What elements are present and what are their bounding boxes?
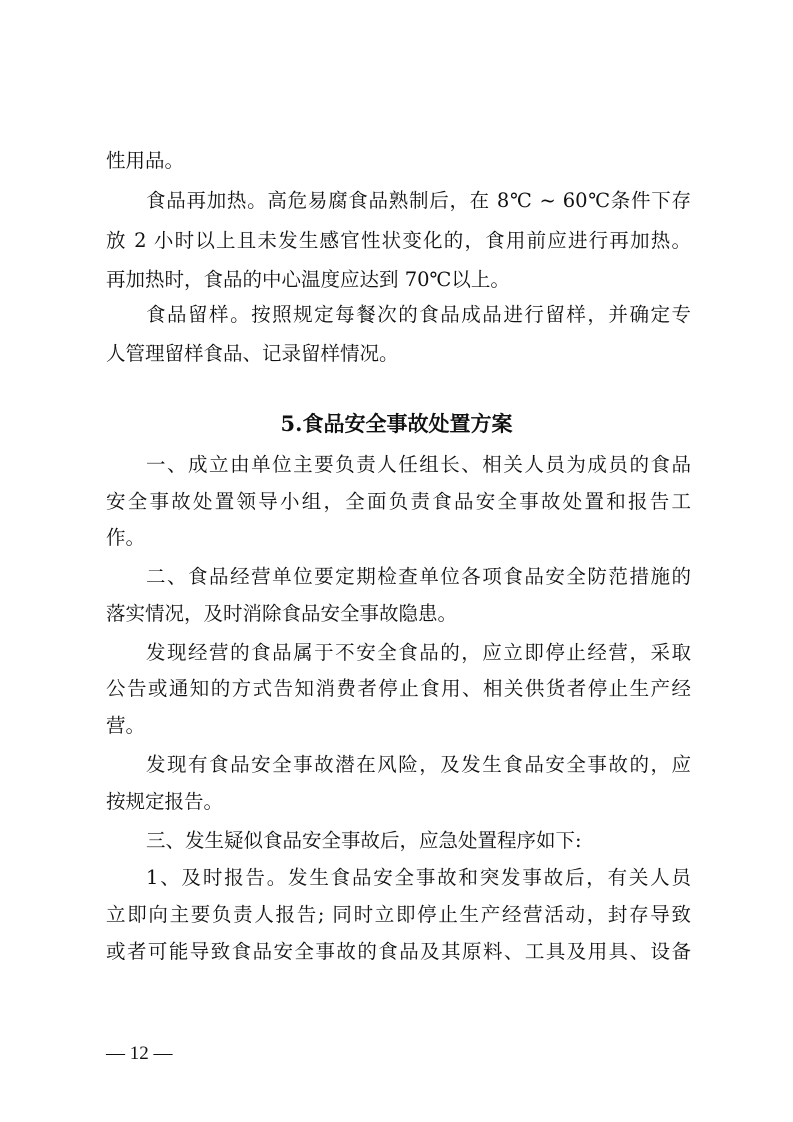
paragraph-line: 食品再加热。高危易腐食品熟制后，在 8℃ ~ 60℃条件下存 bbox=[146, 189, 691, 212]
paragraph-line: 人管理留样食品、记录留样情况。 bbox=[106, 342, 399, 365]
paragraph-line: 一、成立由单位主要负责人任组长、相关人员为成员的食品 bbox=[146, 453, 691, 476]
page-number: — 12 — bbox=[106, 1043, 173, 1064]
paragraph-line: 立即向主要负责人报告; 同时立即停止生产经营活动，封存导致 bbox=[106, 903, 691, 926]
paragraph-line: 作。 bbox=[106, 526, 146, 549]
paragraph-line: 三、发生疑似食品安全事故后，应急处置程序如下: bbox=[146, 829, 582, 852]
paragraph-line: 发现有食品安全事故潜在风险，及发生食品安全事故的，应 bbox=[146, 753, 691, 776]
paragraph-line: 落实情况，及时消除食品安全事故隐患。 bbox=[106, 602, 458, 625]
paragraph-line: 1、及时报告。发生食品安全事故和突发事故后，有关人员 bbox=[146, 866, 691, 889]
paragraph-line: 营。 bbox=[106, 714, 146, 737]
paragraph-line: 二、食品经营单位要定期检查单位各项食品安全防范措施的 bbox=[146, 565, 691, 588]
paragraph-line: 再加热时，食品的中心温度应达到 70℃以上。 bbox=[106, 268, 510, 291]
paragraph-line: 安全事故处置领导小组，全面负责食品安全事故处置和报告工 bbox=[106, 490, 691, 513]
section-heading: 5.食品安全事故处置方案 bbox=[280, 411, 513, 436]
paragraph-line: 或者可能导致食品安全事故的食品及其原料、工具及用具、设备 bbox=[106, 940, 691, 963]
paragraph-line: 放 2 小时以上且未发生感官性状变化的，食用前应进行再加热。 bbox=[106, 229, 691, 252]
paragraph-line: 食品留样。按照规定每餐次的食品成品进行留样，并确定专 bbox=[146, 303, 691, 326]
paragraph-line: 按规定报告。 bbox=[106, 790, 224, 813]
paragraph-line: 性用品。 bbox=[106, 149, 185, 172]
paragraph-line: 发现经营的食品属于不安全食品的，应立即停止经营，采取 bbox=[146, 641, 691, 664]
paragraph-line: 公告或通知的方式告知消费者停止食用、相关供货者停止生产经 bbox=[106, 677, 691, 700]
